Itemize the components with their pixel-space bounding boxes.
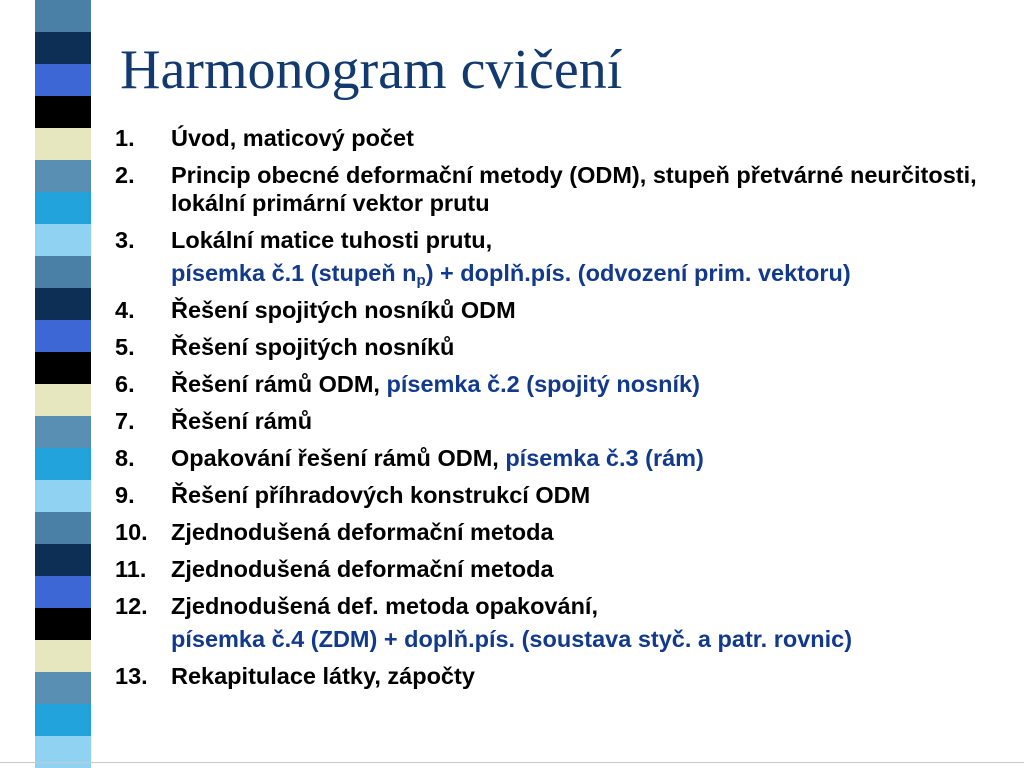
item-number: 3. <box>115 227 135 253</box>
agenda-list <box>115 124 1010 699</box>
item-number: 9. <box>115 482 135 508</box>
highlight-text: ) + doplň.pís. (odvození prim. vektoru) <box>425 260 851 286</box>
agenda-item-continuation <box>115 625 1010 653</box>
stripe-segment <box>35 192 91 224</box>
item-text: Zjednodušená def. metoda opakování, <box>171 593 598 619</box>
item-number: 11. <box>115 556 147 582</box>
agenda-item <box>115 555 1010 583</box>
stripe-segment <box>35 352 91 384</box>
agenda-item <box>115 333 1010 361</box>
item-number: 4. <box>115 297 135 323</box>
stripe-segment <box>35 288 91 320</box>
item-text: Rekapitulace látky, zápočty <box>171 663 475 689</box>
item-number: 2. <box>115 162 135 188</box>
agenda-item <box>115 662 1010 690</box>
slide-title: Harmonogram cvičení <box>120 39 623 101</box>
item-text: Princip obecné deformační metody (ODM), stupeň přetvárné neurčitosti, lokální primární vektor prutu <box>171 162 977 216</box>
agenda-item <box>115 161 1010 217</box>
item-text: Řešení spojitých nosníků <box>171 334 455 360</box>
stripe-segment <box>35 128 91 160</box>
item-text: Opakování řešení rámů ODM, <box>171 445 506 471</box>
stripe-segment <box>35 320 91 352</box>
agenda-item <box>115 481 1010 509</box>
stripe-segment <box>35 640 91 672</box>
item-highlight: písemka č.2 (spojitý nosník) <box>386 371 700 397</box>
stripe-segment <box>35 704 91 736</box>
item-number <box>115 625 171 653</box>
item-text: Řešení rámů <box>171 408 313 434</box>
item-number <box>115 259 171 287</box>
stripe-segment <box>35 448 91 480</box>
stripe-segment <box>35 64 91 96</box>
agenda-item <box>115 296 1010 324</box>
highlight-subscript: p <box>416 272 426 289</box>
item-text: Úvod, maticový počet <box>171 125 414 151</box>
item-highlight: písemka č.3 (rám) <box>505 445 704 471</box>
item-number: 8. <box>115 445 135 471</box>
decorative-stripe-bar <box>35 0 91 768</box>
item-number: 6. <box>115 371 135 397</box>
item-text-wrap <box>171 444 1010 472</box>
item-number: 7. <box>115 408 135 434</box>
agenda-item-continuation <box>115 259 1010 287</box>
agenda-item <box>115 407 1010 435</box>
item-text: Zjednodušená deformační metoda <box>171 519 554 545</box>
agenda-item <box>115 444 1010 472</box>
stripe-segment <box>35 480 91 512</box>
item-text: Zjednodušená deformační metoda <box>171 556 554 582</box>
bottom-divider <box>0 762 1024 763</box>
stripe-segment <box>35 416 91 448</box>
stripe-segment <box>35 256 91 288</box>
stripe-segment <box>35 96 91 128</box>
item-text-wrap <box>171 370 1010 398</box>
stripe-segment <box>35 672 91 704</box>
agenda-item <box>115 124 1010 152</box>
stripe-segment <box>35 576 91 608</box>
item-text: Řešení rámů ODM, <box>171 371 387 397</box>
stripe-segment <box>35 736 91 768</box>
stripe-segment <box>35 512 91 544</box>
item-highlight <box>171 259 1010 287</box>
item-number: 1. <box>115 125 135 151</box>
stripe-segment <box>35 32 91 64</box>
item-number: 10. <box>115 519 148 545</box>
stripe-segment <box>35 224 91 256</box>
stripe-segment <box>35 384 91 416</box>
item-highlight: písemka č.4 (ZDM) + doplň.pís. (soustava styč. a patr. rovnic) <box>171 626 853 652</box>
item-text: Lokální matice tuhosti prutu, <box>171 227 493 253</box>
item-number: 5. <box>115 334 135 360</box>
item-number: 12. <box>115 593 148 619</box>
agenda-item <box>115 592 1010 620</box>
stripe-segment <box>35 0 91 32</box>
item-text: Řešení příhradových konstrukcí ODM <box>171 482 591 508</box>
agenda-item <box>115 226 1010 254</box>
stripe-segment <box>35 544 91 576</box>
stripe-segment <box>35 608 91 640</box>
stripe-segment <box>35 160 91 192</box>
highlight-text: písemka č.1 (stupeň n <box>171 260 417 286</box>
agenda-item <box>115 370 1010 398</box>
item-text: Řešení spojitých nosníků ODM <box>171 297 516 323</box>
agenda-item <box>115 518 1010 546</box>
item-number: 13. <box>115 663 148 689</box>
